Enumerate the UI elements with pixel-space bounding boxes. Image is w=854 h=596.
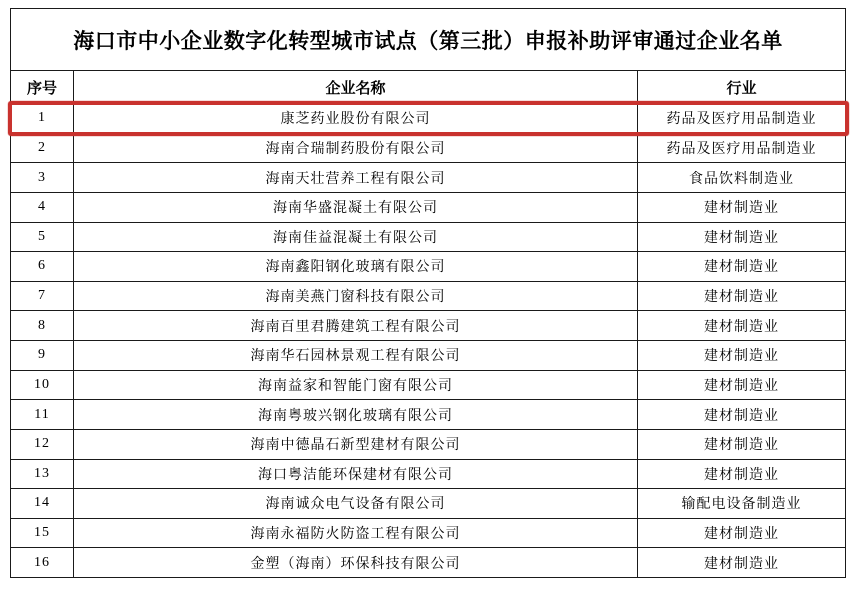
row-no: 3 — [11, 163, 74, 193]
title-row — [11, 9, 846, 71]
table-row — [11, 400, 846, 430]
industry: 建材制造业 — [638, 311, 846, 341]
industry: 药品及医疗用品制造业 — [638, 133, 846, 163]
table-row — [11, 281, 846, 311]
industry: 建材制造业 — [638, 341, 846, 371]
table-row — [11, 518, 846, 548]
table-row — [11, 548, 846, 578]
industry: 输配电设备制造业 — [638, 489, 846, 519]
table-row — [11, 163, 846, 193]
row-no: 4 — [11, 192, 74, 222]
industry: 建材制造业 — [638, 222, 846, 252]
company-name: 海南合瑞制药股份有限公司 — [74, 133, 638, 163]
row-no: 1 — [11, 104, 74, 134]
industry: 建材制造业 — [638, 281, 846, 311]
row-no: 6 — [11, 252, 74, 282]
industry: 建材制造业 — [638, 429, 846, 459]
column-header-1: 企业名称 — [74, 71, 638, 104]
company-name: 康芝药业股份有限公司 — [74, 104, 638, 134]
row-no: 8 — [11, 311, 74, 341]
row-no: 7 — [11, 281, 74, 311]
row-no: 13 — [11, 459, 74, 489]
table-row — [11, 489, 846, 519]
table-row — [11, 192, 846, 222]
table-row — [11, 252, 846, 282]
industry: 建材制造业 — [638, 370, 846, 400]
row-no: 16 — [11, 548, 74, 578]
table-row — [11, 104, 846, 134]
table-header-row — [11, 71, 846, 104]
row-no: 2 — [11, 133, 74, 163]
industry: 建材制造业 — [638, 518, 846, 548]
row-no: 11 — [11, 400, 74, 430]
table-row — [11, 429, 846, 459]
row-no: 10 — [11, 370, 74, 400]
company-name: 海南华盛混凝土有限公司 — [74, 192, 638, 222]
row-no: 9 — [11, 341, 74, 371]
company-name: 海南天壮营养工程有限公司 — [74, 163, 638, 193]
industry: 建材制造业 — [638, 252, 846, 282]
company-name: 海南益家和智能门窗有限公司 — [74, 370, 638, 400]
company-name: 海南诚众电气设备有限公司 — [74, 489, 638, 519]
company-name: 海南中德晶石新型建材有限公司 — [74, 429, 638, 459]
company-name: 海南鑫阳钢化玻璃有限公司 — [74, 252, 638, 282]
company-table — [10, 8, 846, 578]
row-no: 5 — [11, 222, 74, 252]
table-row — [11, 133, 846, 163]
industry: 食品饮料制造业 — [638, 163, 846, 193]
industry: 建材制造业 — [638, 548, 846, 578]
company-name: 海南粤玻兴钢化玻璃有限公司 — [74, 400, 638, 430]
industry: 建材制造业 — [638, 400, 846, 430]
industry: 建材制造业 — [638, 192, 846, 222]
page-title: 海口市中小企业数字化转型城市试点（第三批）申报补助评审通过企业名单 — [11, 9, 846, 71]
table-row — [11, 341, 846, 371]
table-row — [11, 311, 846, 341]
table-row — [11, 222, 846, 252]
company-name: 海南美燕门窗科技有限公司 — [74, 281, 638, 311]
company-name: 海南华石园林景观工程有限公司 — [74, 341, 638, 371]
column-header-2: 行业 — [638, 71, 846, 104]
company-name: 金塑（海南）环保科技有限公司 — [74, 548, 638, 578]
company-name: 海口粤洁能环保建材有限公司 — [74, 459, 638, 489]
row-no: 14 — [11, 489, 74, 519]
column-header-0: 序号 — [11, 71, 74, 104]
row-no: 15 — [11, 518, 74, 548]
company-name: 海南百里君腾建筑工程有限公司 — [74, 311, 638, 341]
company-name: 海南佳益混凝土有限公司 — [74, 222, 638, 252]
row-no: 12 — [11, 429, 74, 459]
table-row — [11, 459, 846, 489]
industry: 药品及医疗用品制造业 — [638, 104, 846, 134]
industry: 建材制造业 — [638, 459, 846, 489]
table-row — [11, 370, 846, 400]
company-name: 海南永福防火防盗工程有限公司 — [74, 518, 638, 548]
